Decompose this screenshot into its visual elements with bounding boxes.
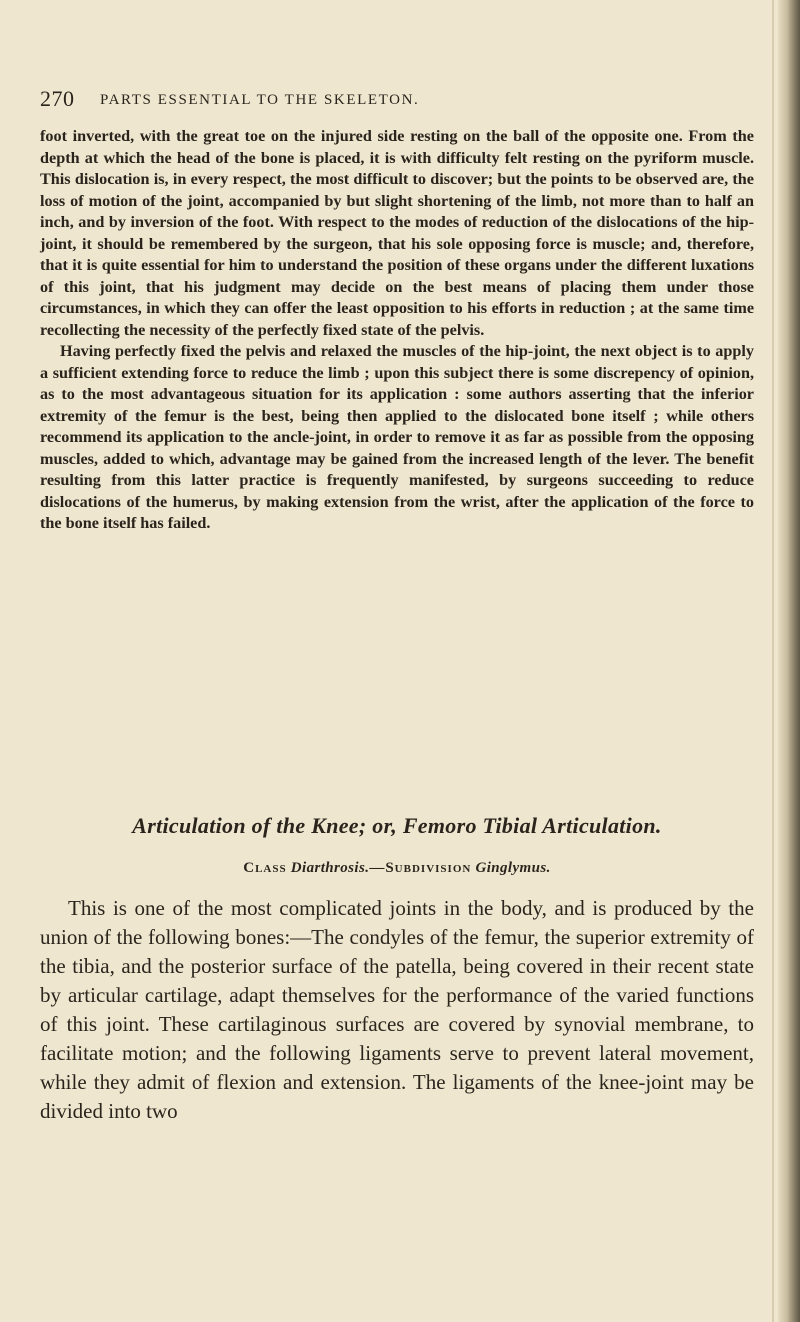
body-text-large: [40, 894, 754, 1126]
paragraph-reduction: Having perfectly fixed the pelvis and relaxed the muscles of the hip-joint, the next object is to apply a sufficient extending force to reduce the limb ; upon this subject there is some discrepency of opinion, as to the most advantageous situation for its application : some authors asserting that the inferior extremity of the femur is the best, being then applied to the dislocated bone itself ; while others recommend its application to the ancle-joint, in order to remove it as far as possible from the opposing muscles, added to which, advantage may be gained from the increased length of the lever. The benefit resulting from this latter practice is frequently manifested, by surgeons succeeding to reduce dislocations of the humerus, by making extension from the wrist, after the application of the force to the bone itself has failed.: [40, 342, 754, 532]
subdivision-label: —Subdivision: [369, 860, 472, 876]
binding-shadow: [778, 0, 800, 1322]
subdivision-value: Ginglymus.: [475, 860, 551, 876]
body-text-small: [40, 126, 754, 535]
section-heading: Articulation of the Knee; or, Femoro Tibial Articulation.: [132, 813, 662, 838]
paragraph-knee: This is one of the most complicated joints in the body, and is produced by the union of the following bones:—The condyles of the femur, the superior extremity of the tibia, and the posterior surface of the patella, being covered in their recent state by articular cartilage, adapt themselves for the performance of the varied functions of this joint. These cartilaginous surfaces are covered by synovial membrane, to facilitate motion; and the following ligaments serve to prevent lateral movement, while they admit of flexion and extension. The ligaments of the knee-joint may be divided into two: [40, 896, 754, 1123]
classification-line: [40, 860, 754, 877]
running-head: PARTS ESSENTIAL TO THE SKELETON.: [100, 92, 420, 108]
page-number: 270: [40, 86, 75, 111]
paragraph-dislocation: foot inverted, with the great toe on the injured side resting on the ball of the opposite one. From the depth at which the head of the bone is placed, it is with difficulty felt resting on the pyriform muscle. This dislocation is, in every respect, the most difficult to discover; but the points to be observed are, the loss of motion of the joint, accompanied by but slight shortening of the limb, not more than to half an inch, and by inversion of the foot. With respect to the modes of reduction of the dislocations of the hip-joint, it should be remembered by the surgeon, that his sole opposing force is muscle; and, therefore, that it is quite essential for him to understand the position of these organs under the different luxations of this joint, that his judgment may decide on the best means of placing them under those circumstances, in which they can offer the least opposition to his efforts in reduction ; at the same time recollecting the necessity of the perfectly fixed state of the pelvis.: [40, 127, 754, 339]
page-edge: [772, 0, 774, 1322]
class-label: Class: [243, 860, 287, 876]
class-value: Diarthrosis.: [290, 860, 370, 876]
